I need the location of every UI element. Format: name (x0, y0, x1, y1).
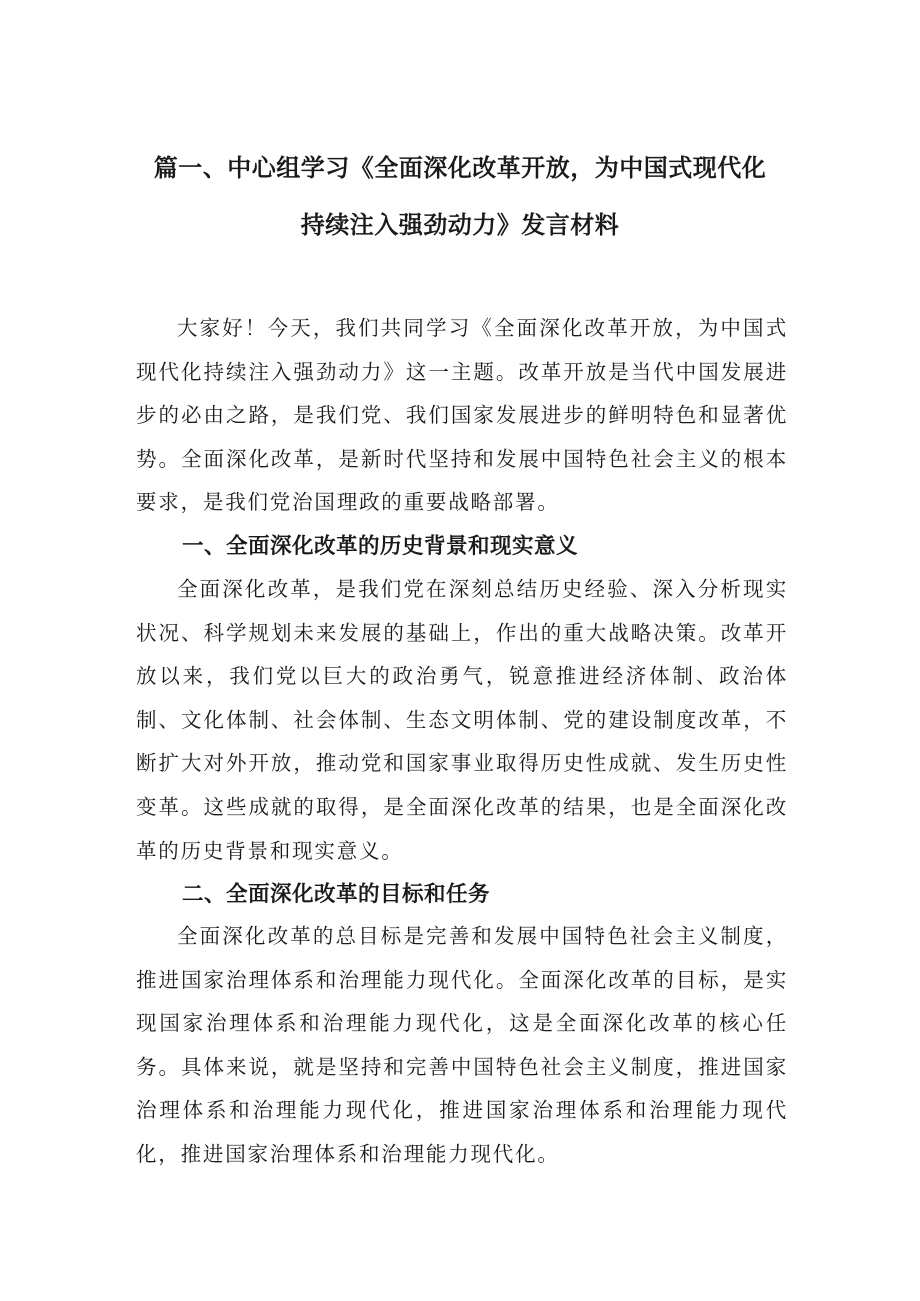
document-title-line-1: 篇一、中心组学习《全面深化改革开放，为中国式现代化 (153, 154, 767, 182)
section-1-heading: 一、全面深化改革的历史背景和现实意义 (182, 534, 579, 559)
section-1-body: 全面深化改革，是我们党在深刻总结历史经验、深入分析现实状况、科学规划未来发展的基础上，作出的重大战略决策。改革开放以来，我们党以巨大的政治勇气，锐意推进经济体制、政治体制、文化体制、社会体制、生态文明体制、党的建设制度改革，不断扩大对外开放，推动党和国家事业取得历史性成就、发生历史性变革。这些成就的取得，是全面深化改革的结果，也是全面深化改革的历史背景和现实意义。 (136, 577, 788, 863)
intro-paragraph: 大家好！今天，我们共同学习《全面深化改革开放，为中国式现代化持续注入强劲动力》这一主题。改革开放是当代中国发展进步的必由之路，是我们党、我们国家发展进步的鲜明特色和显著优势。全面深化改革，是新时代坚持和发展中国特色社会主义的根本要求，是我们党治国理政的重要战略部署。 (136, 316, 788, 515)
section-2-heading: 二、全面深化改革的目标和任务 (182, 882, 491, 907)
section-2-body: 全面深化改革的总目标是完善和发展中国特色社会主义制度，推进国家治理体系和治理能力现代化。全面深化改革的目标，是实现国家治理体系和治理能力现代化，这是全面深化改革的核心任务。具体来说，就是坚持和完善中国特色社会主义制度，推进国家治理体系和治理能力现代化，推进国家治理体系和治理能力现代化，推进国家治理体系和治理能力现代化。 (136, 924, 788, 1166)
document-title-line-2: 持续注入强劲动力》发言材料 (300, 211, 620, 239)
